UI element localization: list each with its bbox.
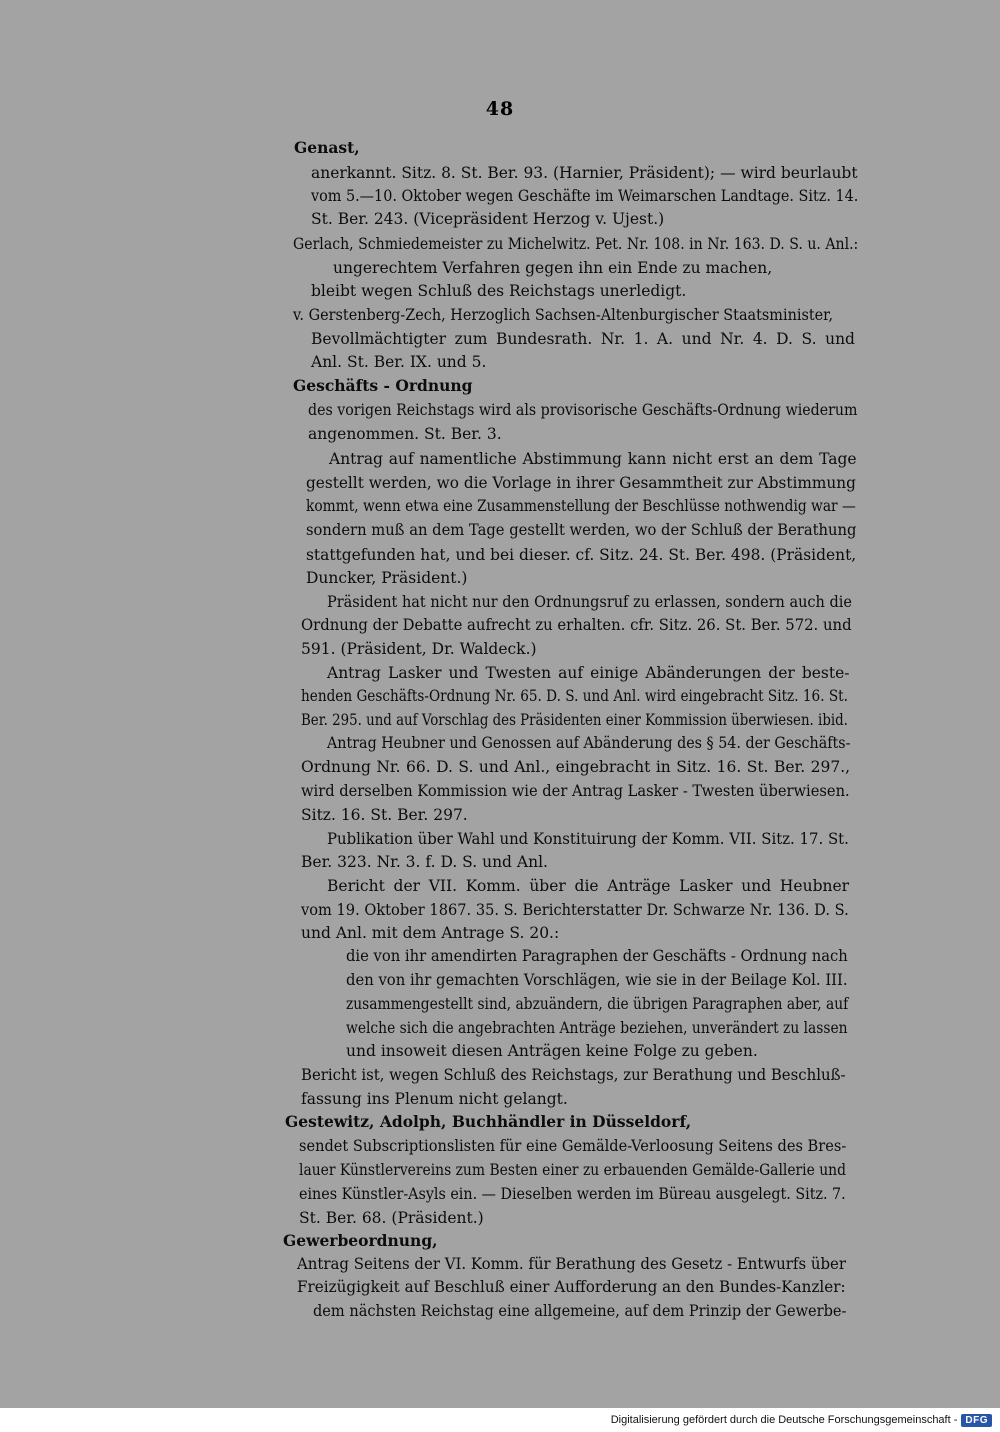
text-line: Publikation über Wahl und Konstituirung der Komm. VII. Sitz. 17. St. — [327, 830, 849, 848]
text-line: Anl. St. Ber. IX. und 5. — [311, 353, 487, 371]
text-line: wird derselben Kommission wie der Antrag Lasker - Twesten überwiesen. — [301, 782, 850, 800]
text-line: Präsident hat nicht nur den Ordnungsruf zu erlassen, sondern auch die — [327, 593, 852, 611]
footer-credit: Digitalisierung gefördert durch die Deutsche Forschungsgemeinschaft - — [610, 1414, 958, 1426]
entry-heading: Gestewitz, Adolph, Buchhändler in Düsseldorf, — [285, 1112, 692, 1131]
text-line: Bericht der VII. Komm. über die Anträge Lasker und Heubner — [327, 877, 850, 895]
text-line: Freizügigkeit auf Beschluß einer Aufforderung an den Bundes-Kanzler: — [297, 1278, 846, 1296]
entry-heading: Geschäfts - Ordnung — [293, 376, 473, 395]
text-line: stattgefunden hat, und bei dieser. cf. Sitz. 24. St. Ber. 498. (Präsident, — [306, 546, 857, 564]
text-line: dem nächsten Reichstag eine allgemeine, auf dem Prinzip der Gewerbe- — [313, 1302, 847, 1320]
text-line: und Anl. mit dem Antrage S. 20.: — [301, 924, 560, 942]
dfg-logo: DFG — [961, 1414, 992, 1427]
text-line: Ordnung Nr. 66. D. S. und Anl., eingebracht in Sitz. 16. St. Ber. 297., — [301, 758, 851, 776]
entry-heading: Gewerbeordnung, — [283, 1231, 438, 1250]
text-line: Bevollmächtigter zum Bundesrath. Nr. 1. A. und Nr. 4. D. S. und — [311, 330, 855, 348]
text-line: Antrag Seitens der VI. Komm. für Berathung des Gesetz - Entwurfs über — [297, 1255, 846, 1273]
text-line: Sitz. 16. St. Ber. 297. — [301, 806, 468, 824]
text-line: sendet Subscriptionslisten für eine Gemälde-Verloosung Seitens des Bres- — [299, 1137, 847, 1155]
text-line: fassung ins Plenum nicht gelangt. — [301, 1090, 568, 1108]
text-line: ungerechtem Verfahren gegen ihn ein Ende zu machen, — [333, 259, 773, 277]
text-line: 591. (Präsident, Dr. Waldeck.) — [301, 640, 537, 658]
text-line: anerkannt. Sitz. 8. St. Ber. 93. (Harnier, Präsident); — wird beurlaubt — [311, 164, 858, 182]
text-line: Gerlach, Schmiedemeister zu Michelwitz. Pet. Nr. 108. in Nr. 163. D. S. u. Anl.: — [293, 235, 859, 253]
text-line: Bericht ist, wegen Schluß des Reichstags, zur Berathung und Beschluß- — [301, 1066, 846, 1084]
text-line: vom 5.—10. Oktober wegen Geschäfte im Weimarschen Landtage. Sitz. 14. — [311, 187, 859, 205]
text-line: den von ihr gemachten Vorschlägen, wie sie in der Beilage Kol. III. — [346, 971, 848, 989]
text-line: kommt, wenn etwa eine Zusammenstellung der Beschlüsse nothwendig war — — [306, 497, 856, 515]
text-line: Antrag Lasker und Twesten auf einige Abänderungen der beste- — [327, 664, 850, 682]
text-line: angenommen. St. Ber. 3. — [308, 425, 502, 443]
text-line: Duncker, Präsident.) — [306, 569, 468, 587]
text-line: vom 19. Oktober 1867. 35. S. Berichterstatter Dr. Schwarze Nr. 136. D. S. — [301, 901, 849, 919]
text-line: bleibt wegen Schluß des Reichstags unerledigt. — [311, 282, 687, 300]
text-line: Ordnung der Debatte aufrecht zu erhalten. cfr. Sitz. 26. St. Ber. 572. und — [301, 616, 852, 634]
entry-heading: Genast, — [294, 138, 360, 157]
text-line: gestellt werden, wo die Vorlage in ihrer Gesammtheit zur Abstimmung — [306, 474, 856, 492]
text-line: St. Ber. 68. (Präsident.) — [299, 1209, 484, 1227]
text-line: Antrag auf namentliche Abstimmung kann nicht erst an dem Tage — [329, 450, 857, 468]
text-line: des vorigen Reichstags wird als provisorische Geschäfts-Ordnung wiederum — [308, 401, 858, 419]
footer — [611, 1412, 992, 1428]
text-line: St. Ber. 243. (Vicepräsident Herzog v. Ujest.) — [311, 210, 665, 228]
text-line: und insoweit diesen Anträgen keine Folge zu geben. — [346, 1042, 758, 1060]
text-line: Ber. 295. und auf Vorschlag des Präsidenten einer Kommission überwiesen. ibid. — [301, 711, 848, 729]
page-number: 48 — [485, 98, 515, 120]
text-line: Antrag Heubner und Genossen auf Abänderung des § 54. der Geschäfts- — [327, 734, 851, 752]
text-line: welche sich die angebrachten Anträge beziehen, unverändert zu lassen — [346, 1019, 848, 1037]
text-line: die von ihr amendirten Paragraphen der Geschäfts - Ordnung nach — [346, 947, 848, 965]
text-line: eines Künstler-Asyls ein. — Dieselben werden im Büreau ausgelegt. Sitz. 7. — [299, 1185, 846, 1203]
text-line: zusammengestellt sind, abzuändern, die übrigen Paragraphen aber, auf — [346, 995, 849, 1013]
text-line: henden Geschäfts-Ordnung Nr. 65. D. S. und Anl. wird eingebracht Sitz. 16. St. — [301, 687, 848, 705]
text-line: sondern muß an dem Tage gestellt werden, wo der Schluß der Berathung — [306, 521, 857, 539]
text-line: v. Gerstenberg-Zech, Herzoglich Sachsen-Altenburgischer Staatsminister, — [293, 306, 834, 324]
text-line: lauer Künstlervereins zum Besten einer zu erbauenden Gemälde-Gallerie und — [299, 1161, 846, 1179]
text-line: Ber. 323. Nr. 3. f. D. S. und Anl. — [301, 853, 548, 871]
